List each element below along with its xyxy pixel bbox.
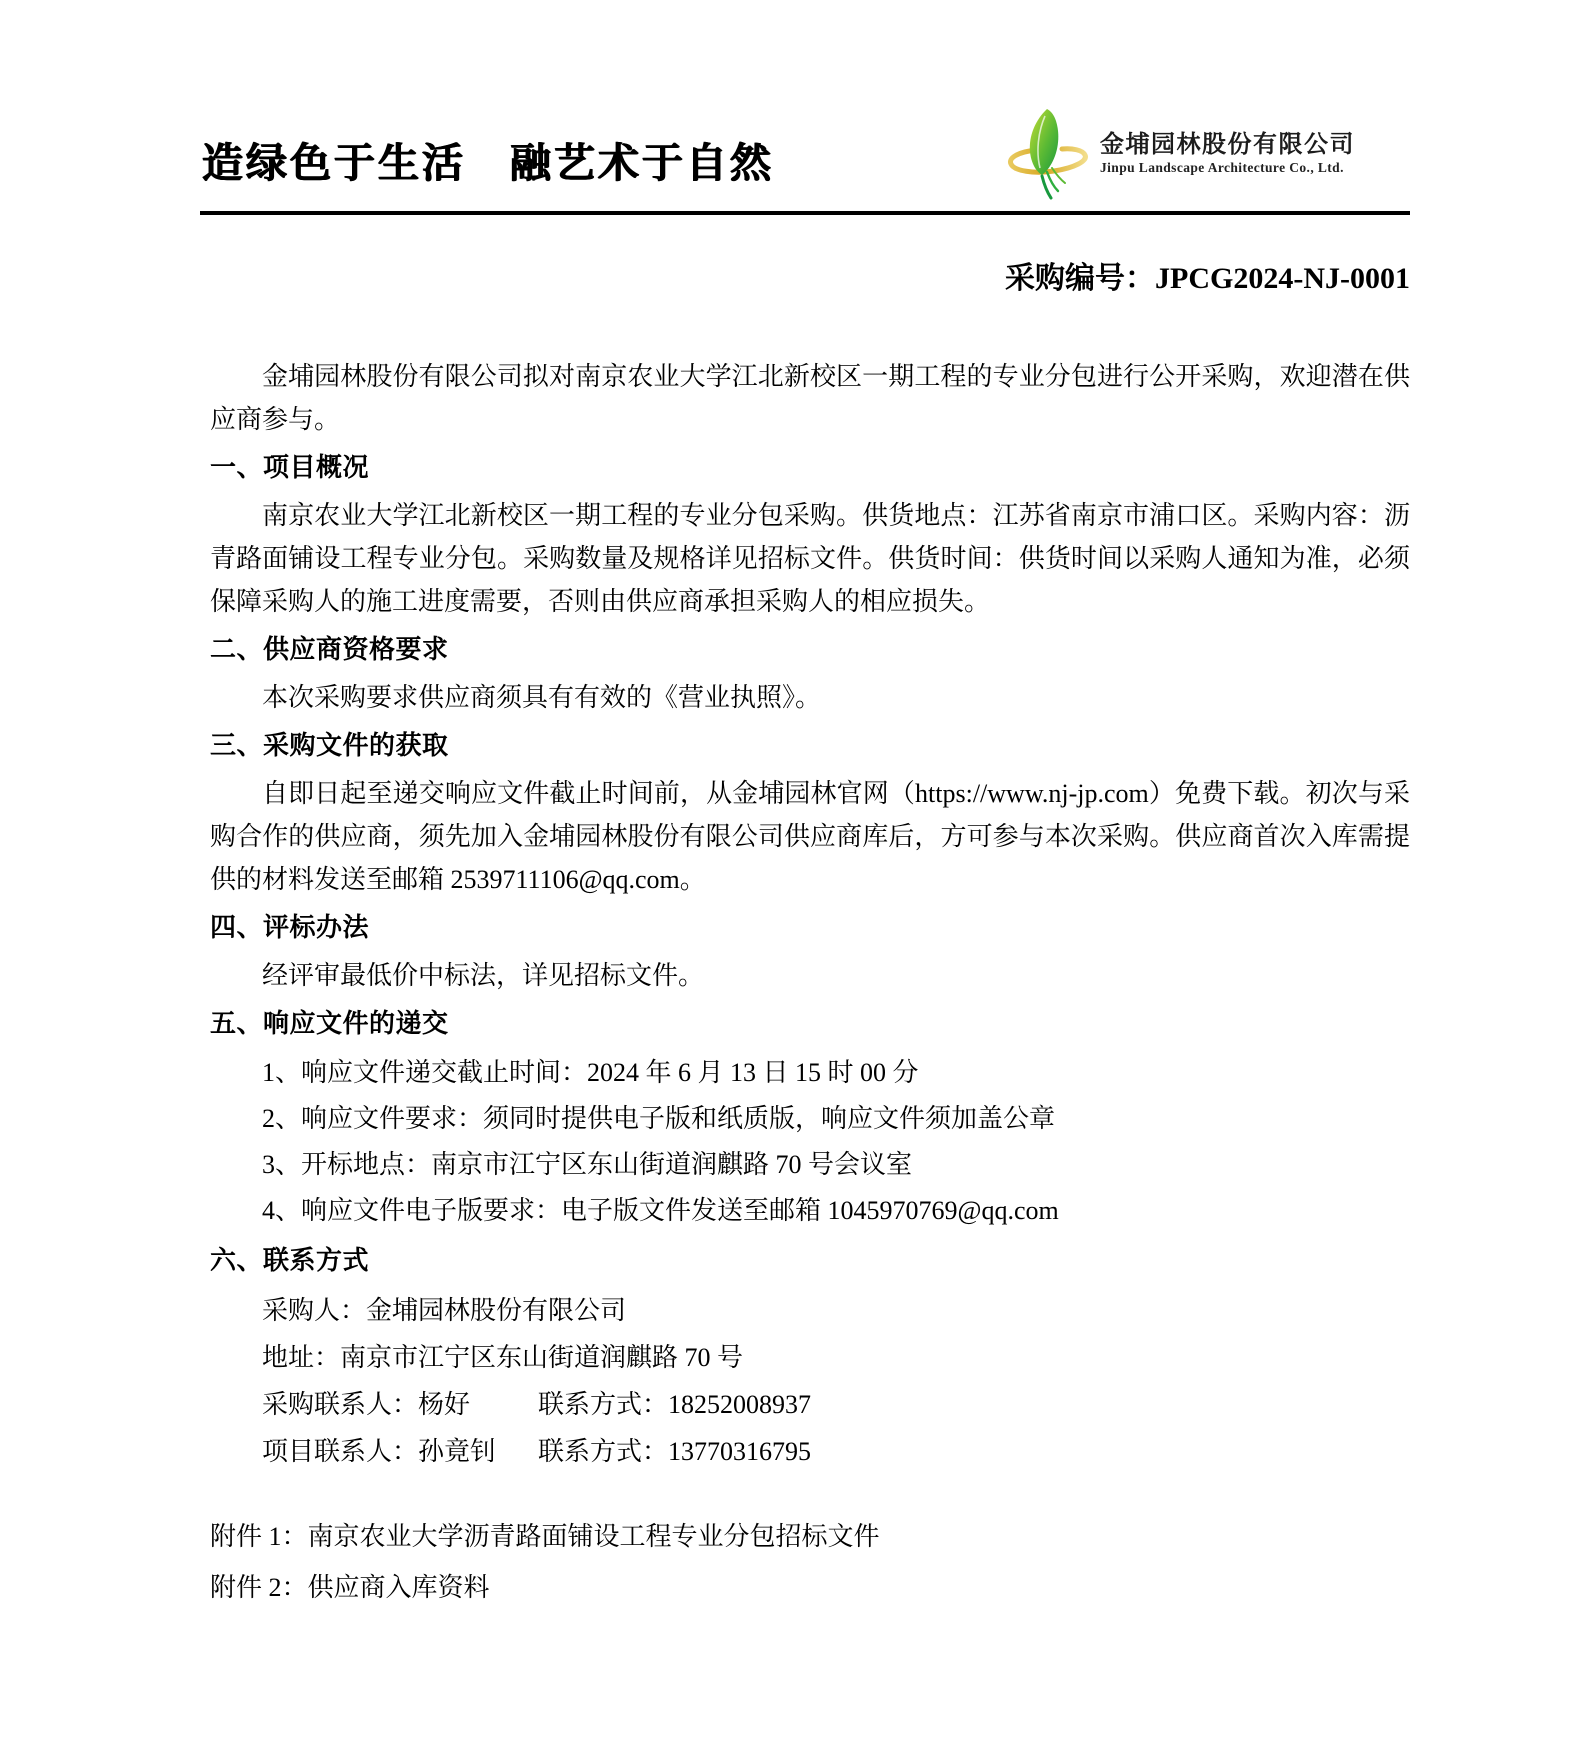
- procurement-contact-phone: 联系方式：18252008937: [538, 1390, 812, 1419]
- list-item-electronic-version: 4、响应文件电子版要求：电子版文件发送至邮箱 1045970769@qq.com: [262, 1196, 1059, 1225]
- logo-company-name-en: Jinpu Landscape Architecture Co., Ltd.: [1100, 160, 1344, 175]
- list-item-deadline: 1、响应文件递交截止时间：2024 年 6 月 13 日 15 时 00 分: [262, 1058, 919, 1087]
- section-heading-3-document-acquisition: 三、采购文件的获取: [210, 731, 449, 760]
- section-heading-4-evaluation-method: 四、评标办法: [210, 913, 370, 942]
- procurement-contact-person: 采购联系人：杨好: [262, 1390, 471, 1419]
- project-contact-row: [210, 1428, 1410, 1475]
- address-line: 地址：南京市江宁区东山街道润麒路 70 号: [262, 1343, 744, 1372]
- section-heading-6-contact-info: 六、联系方式: [210, 1246, 370, 1275]
- procurement-contact-row: [210, 1381, 1410, 1428]
- procurement-number-value: JPCG2024-NJ-0001: [1155, 262, 1410, 295]
- document-body: [0, 261, 1587, 1609]
- section-2-paragraph: 本次采购要求供应商须具有有效的《营业执照》。: [262, 683, 822, 712]
- logo-company-name-cn: 金埔园林股份有限公司: [1100, 131, 1355, 158]
- list-item-opening-location: 3、开标地点：南京市江宁区东山街道润麒路 70 号会议室: [262, 1150, 913, 1179]
- section-heading-1-project-overview: 一、项目概况: [210, 453, 370, 482]
- leaf-swoosh-logo-icon: [1006, 108, 1090, 200]
- section-3-paragraph: 自即日起至递交响应文件截止时间前，从金埔园林官网（https://www.nj-jp.com）免费下载。初次与采购合作的供应商，须先加入金埔园林股份有限公司供应商库后，方可参与本次采购。供应商首次入库需提供的材料发送至邮箱 2539711106@qq.com。: [210, 779, 1410, 894]
- project-contact-phone: 联系方式：13770316795: [538, 1437, 812, 1466]
- section-1-paragraph: 南京农业大学江北新校区一期工程的专业分包采购。供货地点：江苏省南京市浦口区。采购内容：沥青路面铺设工程专业分包。采购数量及规格详见招标文件。供货时间：供货时间以采购人通知为准，必须保障采购人的施工进度需要，否则由供应商承担采购人的相应损失。: [210, 501, 1410, 616]
- logo-text-block: [1100, 131, 1355, 177]
- section-heading-5-response-submission: 五、响应文件的递交: [210, 1009, 449, 1038]
- procurement-number-label: 采购编号：: [1005, 262, 1156, 295]
- document-header: [200, 0, 1410, 215]
- section-heading-2-supplier-qualification: 二、供应商资格要求: [210, 635, 449, 664]
- buyer-line: 采购人：金埔园林股份有限公司: [262, 1296, 627, 1325]
- section-4-paragraph: 经评审最低价中标法，详见招标文件。: [262, 961, 705, 990]
- intro-paragraph: 金埔园林股份有限公司拟对南京农业大学江北新校区一期工程的专业分包进行公开采购，欢迎潜在供应商参与。: [210, 362, 1410, 434]
- company-logo: [1006, 108, 1355, 200]
- attachments-block: [210, 1515, 1410, 1609]
- list-item-requirements: 2、响应文件要求：须同时提供电子版和纸质版，响应文件须加盖公章: [262, 1104, 1056, 1133]
- project-contact-person: 项目联系人：孙竟钊: [262, 1437, 497, 1466]
- procurement-number-line: [210, 261, 1410, 297]
- company-slogan: 造绿色于生活 融艺术于自然: [202, 140, 774, 186]
- attachment-2: 附件 2：供应商入库资料: [210, 1573, 490, 1602]
- attachment-1: 附件 1：南京农业大学沥青路面铺设工程专业分包招标文件: [210, 1522, 880, 1551]
